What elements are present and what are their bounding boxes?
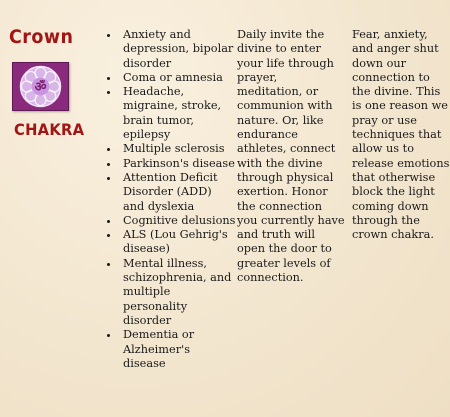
list-item: • Attention Deficit Disorder (ADD) and dyslexia: [120, 171, 236, 214]
list-item: • ALS (Lou Gehrig's disease): [120, 228, 236, 257]
list-item: • Cognitive delusions: [120, 214, 236, 228]
conditions-list: [104, 28, 236, 371]
blocks-paragraph: Fear, anxiety, and anger shut down our connection to the divine. This is one reason we pray or use techniques that allow us to release emotions that otherwise block the light coming down through the crown chakra.: [352, 28, 450, 242]
svg-text:ॐ: ॐ: [34, 80, 47, 95]
practice-column: [237, 28, 345, 285]
list-item: • Mental illness, schizophrenia, and multiple personality disorder: [120, 257, 236, 328]
list-item: • Coma or amnesia: [120, 71, 236, 85]
list-item: • Multiple sclerosis: [120, 142, 236, 156]
conditions-column: [104, 28, 236, 371]
list-item: • Anxiety and depression, bipolar disorder: [120, 28, 236, 71]
list-item: • Parkinson's disease: [120, 157, 236, 171]
list-item: • Dementia or Alzheimer's disease: [120, 328, 236, 371]
blocks-column: [352, 28, 450, 242]
chakra-header: [0, 0, 84, 417]
om-symbol-icon: [12, 62, 69, 111]
crown-title: Crown: [9, 26, 74, 48]
chakra-title: CHAKRA: [14, 120, 85, 139]
practice-paragraph: Daily invite the divine to enter your life through prayer, meditation, or communion with nature. Or, like endurance athletes, connect with the divine through physical exertion. Honor the connection you currently have and truth will open the door to greater levels of connection.: [237, 28, 345, 285]
list-item: • Headache, migraine, stroke, brain tumor, epilepsy: [120, 85, 236, 142]
